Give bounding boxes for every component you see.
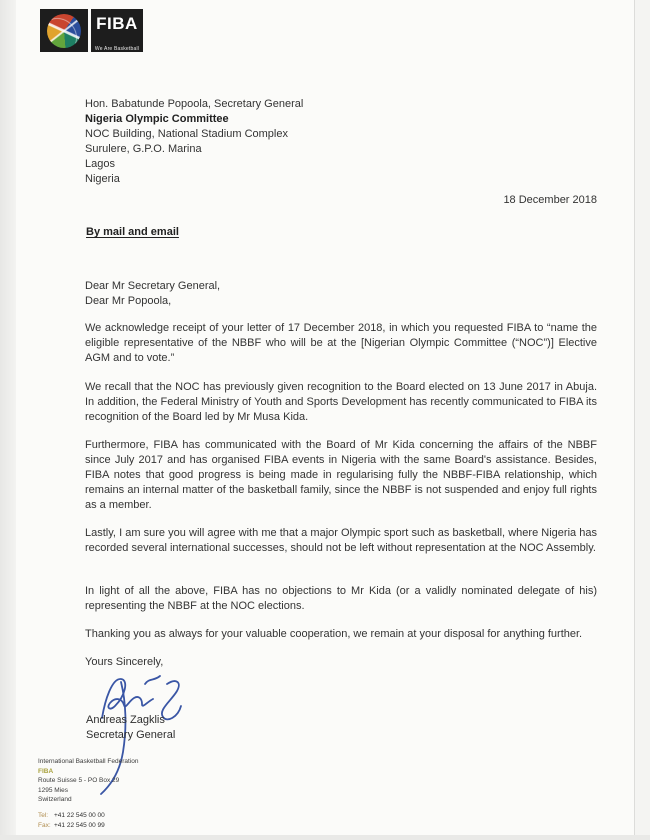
tel-label: Tel: — [38, 812, 49, 819]
recipient-name: Hon. Babatunde Popoola, Secretary General — [85, 98, 304, 110]
recipient-organization: Nigeria Olympic Committee — [85, 113, 229, 125]
footer-address-line: 1295 Mies — [38, 786, 68, 794]
body-paragraph: Furthermore, FIBA has communicated with the Board of Mr Kida concerning the affairs of the NBBF since July 2017 and has organised FIBA events in Nigeria with the same Board's assistance. Besides, FIBA notes that good progress is being made in regularising fully the NBBF-FIBA relationship, which remains an internal matter of the basketball family, since the NBBF is not suspended and enjoy full rights as a member. — [85, 439, 597, 511]
fiba-globe-panel — [40, 9, 88, 52]
basketball-globe-icon — [47, 14, 81, 48]
footer-brand: FIBA — [38, 767, 54, 775]
footer-organization: International Basketball Federation — [38, 758, 139, 765]
salutation-line: Dear Mr Popoola, — [85, 295, 172, 307]
signer-title: Secretary General — [86, 729, 176, 741]
fax-label: Fax: — [38, 821, 51, 829]
recipient-address-block — [85, 97, 597, 187]
signer-name: Andreas Zagklis — [86, 714, 165, 726]
fiba-wordmark-panel — [91, 9, 143, 52]
recipient-address-line: Nigeria — [85, 173, 120, 185]
delivery-method: By mail and email — [86, 226, 179, 238]
footer-contact-block — [38, 811, 105, 830]
letter-date: 18 December 2018 — [503, 194, 597, 206]
salutation-block — [85, 279, 597, 309]
footer-fax-line — [38, 821, 105, 831]
salutation-line: Dear Mr Secretary General, — [85, 280, 221, 292]
body-paragraph: Thanking you as always for your valuable cooperation, we remain at your disposal for anything further. — [85, 628, 583, 640]
body-paragraph: In light of all the above, FIBA has no objections to Mr Kida (or a validly nominated delegate of his) representing the NBBF at the NOC elections. — [85, 585, 597, 612]
signer-block — [86, 713, 175, 743]
recipient-address-line: NOC Building, National Stadium Complex — [85, 128, 288, 140]
footer-address-block — [38, 757, 138, 805]
recipient-address-line: Surulere, G.P.O. Marina — [85, 143, 202, 155]
body-paragraph: We recall that the NOC has previously given recognition to the Board elected on 13 June 2017 in Abuja. In addition, the Federal Ministry of Youth and Sports Development has recently communicated to FIBA its recognition of the Board led by Mr Musa Kida. — [85, 381, 597, 423]
scan-edge-bottom — [0, 835, 650, 840]
closing-line: Yours Sincerely, — [85, 656, 164, 668]
tel-value: +41 22 545 00 00 — [54, 812, 105, 819]
fiba-tagline: We Are Basketball — [94, 46, 140, 52]
footer-address-line: Route Suisse 5 - PO Box 29 — [38, 777, 120, 784]
scan-edge-left — [0, 0, 16, 840]
scan-edge-right — [634, 0, 650, 840]
fiba-logo — [40, 9, 143, 52]
recipient-address-line: Lagos — [85, 158, 115, 170]
body-paragraph: Lastly, I am sure you will agree with me that a major Olympic sport such as basketball, where Nigeria has recorded several international successes, should not be left without representation at the NOC Assembly. — [85, 527, 597, 554]
fiba-wordmark: FIBA — [96, 14, 138, 33]
footer-address-line: Switzerland — [38, 796, 72, 803]
body-paragraph: We acknowledge receipt of your letter of 17 December 2018, in which you requested FIBA to “name the eligible representative of the NBBF who will be at the [Nigerian Olympic Committee (“NOC”)] Elective AGM and to vote.” — [85, 322, 597, 364]
fax-value: +41 22 545 00 99 — [54, 821, 105, 829]
footer-tel-line — [38, 811, 105, 821]
